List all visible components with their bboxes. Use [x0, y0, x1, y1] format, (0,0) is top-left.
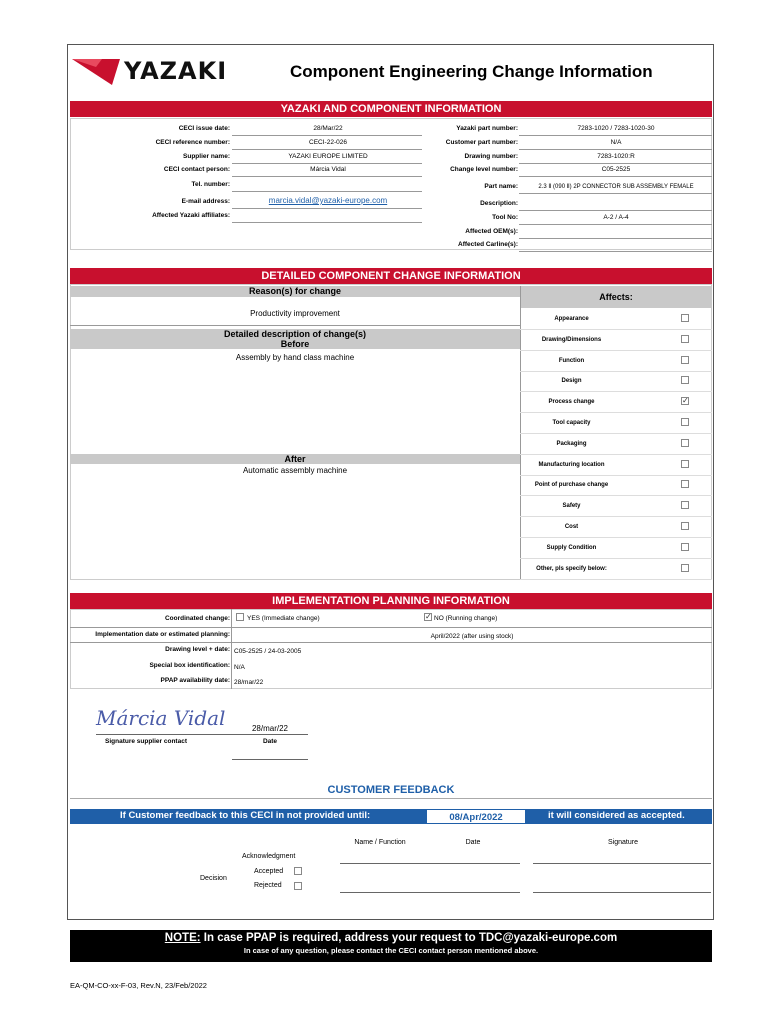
- part-value: A-2 / A-4: [603, 214, 629, 221]
- impl-date-label: Implementation date or estimated planning:: [95, 631, 230, 638]
- feedback-divider: [70, 798, 712, 799]
- section-implementation-header: IMPLEMENTATION PLANNING INFORMATION: [70, 593, 712, 609]
- impl-date-value: April/2022 (after using stock): [430, 633, 514, 640]
- accepted-checkbox[interactable]: [294, 867, 302, 875]
- ppap-value: 28/mar/22: [234, 679, 264, 686]
- decision-label: Decision: [200, 875, 227, 882]
- affects-row-line: [520, 537, 712, 538]
- affects-checkbox[interactable]: ✓: [682, 396, 689, 406]
- special-box-label: Special box identification:: [149, 662, 230, 669]
- yazaki-logo-icon: [72, 57, 122, 87]
- col-signature: Signature: [608, 839, 638, 846]
- decision-field[interactable]: [340, 892, 520, 893]
- ppap-label: PPAP availability date:: [160, 677, 230, 684]
- part-label: Tool No:: [492, 214, 518, 221]
- info-value: YAZAKI EUROPE LIMITED: [288, 153, 368, 160]
- no-label: NO (Running change): [434, 615, 498, 622]
- affects-row-line: [520, 433, 712, 434]
- page-title: Component Engineering Change Information: [290, 62, 653, 81]
- info-label: CECI contact person:: [163, 166, 230, 173]
- reason-divider: [70, 325, 520, 326]
- after-text: Automatic assembly machine: [242, 466, 348, 475]
- affects-header: Affects:: [520, 286, 712, 308]
- affects-row-line: [520, 391, 712, 392]
- affects-label: Point of purchase change: [534, 482, 609, 489]
- signature-line: [96, 734, 308, 735]
- affects-row-line: [520, 579, 712, 580]
- affects-checkbox[interactable]: [681, 418, 689, 426]
- affects-checkbox[interactable]: [681, 356, 689, 364]
- affects-row-line: [520, 350, 712, 351]
- note-text: In case PPAP is required, address your request to TDC@yazaki-europe.com: [203, 932, 618, 944]
- part-line: [519, 224, 712, 225]
- affects-label: Safety: [562, 503, 581, 510]
- affects-row-line: [520, 475, 712, 476]
- impl-divider-1: [70, 627, 712, 628]
- part-line: [519, 251, 712, 252]
- footer-code: EA-QM-CO-xx-F-03, Rev.N, 23/Feb/2022: [70, 981, 207, 990]
- col-name-function: Name / Function: [354, 839, 406, 846]
- affects-checkbox[interactable]: [681, 439, 689, 447]
- feedback-accepted-text: it will considered as accepted.: [548, 810, 685, 821]
- signature-contact-label: Signature supplier contact: [105, 738, 187, 745]
- info-value: 28/Mar/22: [313, 125, 343, 132]
- part-line: [519, 238, 712, 239]
- after-header: After: [70, 454, 520, 464]
- affects-row-line: [520, 454, 712, 455]
- part-label: Description:: [480, 200, 518, 207]
- info-label: E-mail address:: [181, 198, 230, 205]
- affects-label: Other, pls specify below:: [536, 565, 607, 572]
- impl-divider-2: [70, 642, 712, 643]
- yes-label: YES (Immediate change): [247, 615, 320, 622]
- signature-field-2[interactable]: [533, 892, 711, 893]
- affects-label: Appearance: [554, 316, 589, 322]
- part-line: [519, 163, 712, 164]
- affects-row-line: [520, 516, 712, 517]
- yazaki-logo: [72, 57, 247, 87]
- ack-label: Acknowledgment: [242, 853, 296, 860]
- part-value: 7283-1020 / 7283-1020-30: [577, 125, 655, 132]
- affects-checkbox[interactable]: [681, 460, 689, 468]
- note-sub: In case of any question, please contact the CECI contact person mentioned above.: [243, 946, 539, 955]
- signature-date: 28/mar/22: [251, 724, 289, 733]
- signature-field-1[interactable]: [533, 863, 711, 864]
- info-line: [232, 163, 422, 164]
- feedback-if-text: If Customer feedback to this CECI in not provided until:: [120, 810, 371, 821]
- affects-label: Design: [561, 378, 582, 385]
- rejected-checkbox[interactable]: [294, 882, 302, 890]
- affects-label: Manufacturing location: [538, 461, 605, 468]
- affects-checkbox[interactable]: [681, 376, 689, 384]
- affects-checkbox[interactable]: [681, 335, 689, 343]
- accepted-label: Accepted: [254, 868, 284, 875]
- feedback-banner: [70, 809, 712, 824]
- info-label: CECI issue date:: [178, 125, 230, 132]
- drawing-level-label: Drawing level + date:: [165, 646, 230, 653]
- affects-checkbox[interactable]: [681, 501, 689, 509]
- part-line: [519, 193, 712, 194]
- part-value: N/A: [610, 139, 622, 146]
- section-change-info-header: DETAILED COMPONENT CHANGE INFORMATION: [70, 268, 712, 284]
- note-bar: [70, 930, 712, 962]
- part-label: Affected Carline(s):: [458, 241, 518, 248]
- info-line: [232, 191, 422, 192]
- part-value: 2.3 Ⅱ (090 Ⅱ) 2P CONNECTOR SUB ASSEMBLY FEMALE: [538, 184, 694, 190]
- affects-row-line: [520, 495, 712, 496]
- part-line: [519, 176, 712, 177]
- info-line: [232, 176, 422, 177]
- email-link[interactable]: marcia.vidal@yazaki-europe.com: [268, 196, 388, 205]
- info-label: Supplier name:: [183, 153, 230, 160]
- part-value: C05-2525: [601, 166, 631, 173]
- info-line: [232, 222, 422, 223]
- reasons-header: Reason(s) for change: [70, 286, 520, 297]
- affects-checkbox[interactable]: [681, 564, 689, 572]
- detailed-description-header: Detailed description of change(s): [70, 329, 520, 339]
- section-yazaki-info-header: YAZAKI AND COMPONENT INFORMATION: [70, 101, 712, 117]
- part-line: [519, 149, 712, 150]
- feedback-deadline: 08/Apr/2022: [426, 809, 526, 824]
- part-label: Yazaki part number:: [456, 125, 518, 132]
- affects-checkbox[interactable]: [681, 480, 689, 488]
- info-line: [232, 135, 422, 136]
- col-date: Date: [465, 839, 481, 846]
- reason-value: Productivity improvement: [250, 309, 340, 318]
- yes-checkbox[interactable]: [236, 613, 244, 621]
- drawing-level-value: C05-2525 / 24-03-2005: [234, 648, 302, 655]
- affects-checkbox[interactable]: [681, 314, 689, 322]
- affects-label: Packaging: [556, 440, 587, 447]
- affects-label: Tool capacity: [552, 420, 591, 426]
- signature-date-label: Date: [262, 738, 278, 745]
- info-line: [232, 208, 422, 209]
- note-prefix: NOTE:: [164, 932, 201, 944]
- part-line: [519, 135, 712, 136]
- info-value: CECI-22-026: [309, 139, 347, 146]
- part-label: Drawing number:: [464, 153, 518, 160]
- affects-row-line: [520, 371, 712, 372]
- before-text: Assembly by hand class machine: [235, 353, 355, 362]
- part-label: Customer part number:: [445, 139, 518, 146]
- affects-label: Function: [558, 357, 585, 364]
- info-value: Márcia Vidal: [310, 166, 346, 173]
- before-header: Before: [70, 339, 520, 349]
- info-label: Tel. number:: [191, 181, 230, 188]
- part-value: 7283-1020:R: [597, 153, 635, 160]
- part-label: Part name:: [484, 183, 518, 190]
- signature-image: Márcia Vidal: [96, 706, 226, 730]
- affects-label: Drawing/Dimensions: [541, 336, 602, 343]
- info-label: Affected Yazaki affiliates:: [152, 212, 230, 219]
- info-line: [232, 149, 422, 150]
- feedback-title: CUSTOMER FEEDBACK: [70, 782, 712, 798]
- name-function-field[interactable]: [340, 863, 520, 864]
- affects-checkbox[interactable]: [681, 543, 689, 551]
- affects-row-line: [520, 412, 712, 413]
- affects-row-line: [520, 558, 712, 559]
- affects-label: Process change: [548, 399, 595, 406]
- affects-checkbox[interactable]: [681, 522, 689, 530]
- part-line: [519, 210, 712, 211]
- impl-col-divider: [231, 609, 232, 689]
- no-checkbox[interactable]: ✓: [425, 612, 432, 621]
- logo-text: YAZAKI: [124, 57, 228, 85]
- affects-label: Cost: [564, 524, 579, 530]
- rejected-label: Rejected: [254, 882, 282, 889]
- part-label: Affected OEM(s):: [465, 228, 518, 235]
- coordinated-label: Coordinated change:: [164, 615, 230, 622]
- date-line: [232, 759, 308, 760]
- affects-row-line: [520, 329, 712, 330]
- special-box-value: N/A: [234, 664, 245, 671]
- affects-label: Supply Condition: [546, 544, 597, 551]
- part-label: Change level number:: [450, 166, 518, 173]
- info-label: CECI reference number:: [155, 139, 230, 146]
